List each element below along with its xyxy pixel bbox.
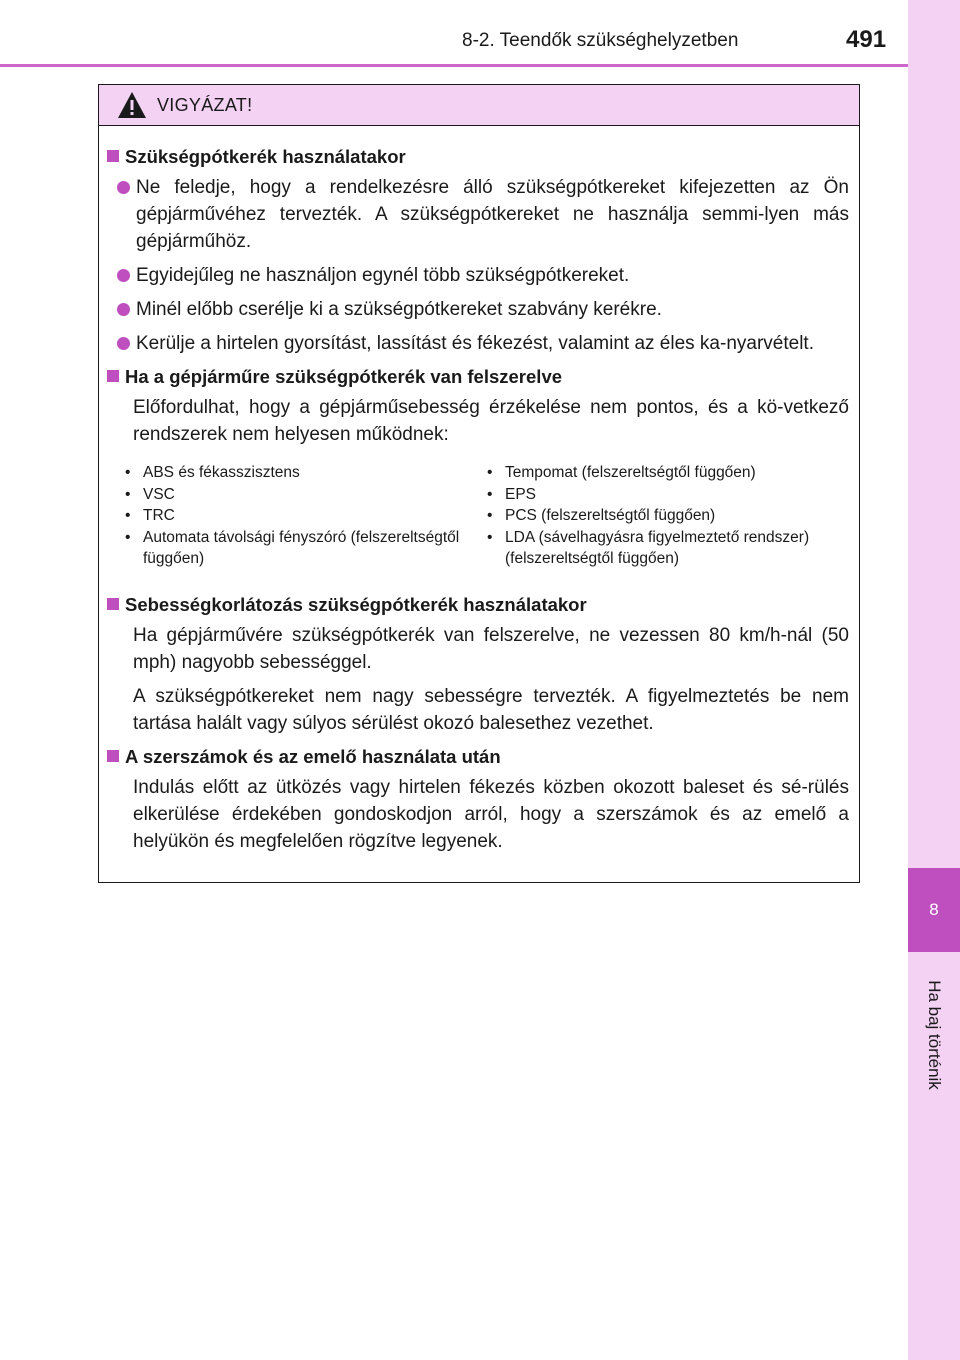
- circle-bullet-icon: [117, 269, 130, 282]
- small-bullet-icon: •: [125, 485, 131, 503]
- system-item: [487, 527, 849, 570]
- section-heading-tools-after: [107, 744, 849, 770]
- bullet-text: Kerülje a hirtelen gyorsítást, lassítást és fékezést, valamint az éles ka-nyarvételt.: [136, 333, 814, 354]
- caution-box: [98, 84, 860, 883]
- caution-body: [99, 126, 859, 855]
- bullet-item: [107, 174, 849, 255]
- system-item: [125, 527, 487, 570]
- warning-triangle-icon: [117, 91, 147, 119]
- header-divider: [0, 64, 908, 67]
- bullet-item: [107, 296, 849, 323]
- system-name: LDA (sávelhagyásra figyelmeztető rendszer) (felszereltségtől függően): [505, 528, 810, 567]
- system-name: Tempomat (felszereltségtől függően): [505, 464, 756, 481]
- paragraph: A szükségpótkereket nem nagy sebességre tervezték. A figyelmeztetés be nem tartása halált vagy súlyos sérülést okozó balesethez vezethet.: [133, 685, 849, 734]
- bullet-text: Egyidejűleg ne használjon egynél több szükségpótkereket.: [136, 265, 630, 286]
- section-heading-text: Szükségpótkerék használatakor: [125, 146, 406, 167]
- system-name: VSC: [143, 485, 175, 503]
- square-bullet-icon: [107, 150, 119, 162]
- circle-bullet-icon: [117, 181, 130, 194]
- system-item: [487, 484, 849, 506]
- systems-column-left: [125, 462, 487, 570]
- system-item: [125, 462, 487, 484]
- caution-header: [99, 85, 859, 126]
- system-item: [125, 505, 487, 527]
- section-heading-text: Sebességkorlátozás szükségpótkerék használatakor: [125, 593, 587, 615]
- small-bullet-icon: •: [487, 528, 493, 546]
- small-bullet-icon: •: [487, 464, 493, 481]
- square-bullet-icon: [107, 598, 119, 610]
- bullet-item: [107, 262, 849, 289]
- section-heading-speed-limit: [107, 592, 849, 618]
- chapter-tab[interactable]: [908, 868, 960, 952]
- chapter-title: Ha baj történik: [925, 980, 944, 1090]
- paragraph: Ha gépjárművére szükségpótkerék van felszerelve, ne vezessen 80 km/h-nál (50 mph) nagyobb sebességgel.: [133, 624, 849, 673]
- section-heading-text: A szerszámok és az emelő használata után: [125, 745, 501, 767]
- bullet-text: Minél előbb cserélje ki a szükségpótkereket szabvány kerékre.: [136, 299, 662, 320]
- side-strip: [908, 0, 960, 1360]
- section-heading-spare-fitted: [107, 364, 849, 390]
- caution-label: VIGYÁZAT!: [157, 94, 253, 115]
- systems-list: [107, 462, 849, 570]
- paragraph: Előfordulhat, hogy a gépjárműsebesség érzékelése nem pontos, és a kö-vetkező rendszerek nem helyesen működnek:: [133, 397, 849, 445]
- system-name: EPS: [505, 485, 537, 503]
- system-name: TRC: [143, 507, 175, 524]
- square-bullet-icon: [107, 750, 119, 762]
- section-heading-spare-use: [107, 144, 849, 170]
- page-number: 491: [846, 26, 887, 53]
- paragraph: Indulás előtt az ütközés vagy hirtelen fékezés közben okozott baleset és sé-rülés elkerülése érdekében gondoskodjon arról, hogy a szerszámok és az emelő a helyükön és megfelelően rögzítve legyenek.: [133, 776, 849, 852]
- systems-column-right: [487, 462, 849, 570]
- square-bullet-icon: [107, 370, 119, 382]
- small-bullet-icon: •: [487, 485, 493, 503]
- bullet-text: Ne feledje, hogy a rendelkezésre álló szükségpótkereket kifejezetten az Ön gépjárművéhez tervezték. A szükségpótkereket ne használja semmi-lyen más gépjárműhöz.: [136, 177, 849, 252]
- section-title: 8-2. Teendők szükséghelyzetben: [462, 30, 739, 51]
- small-bullet-icon: •: [125, 464, 131, 481]
- circle-bullet-icon: [117, 303, 130, 316]
- small-bullet-icon: •: [487, 507, 493, 524]
- section-heading-text: Ha a gépjárműre szükségpótkerék van felszerelve: [125, 366, 563, 387]
- system-item: [487, 505, 849, 527]
- small-bullet-icon: •: [125, 528, 131, 546]
- bullet-item: [107, 330, 849, 357]
- system-name: ABS és fékasszisztens: [143, 464, 300, 481]
- system-item: [487, 462, 849, 484]
- system-name: PCS (felszereltségtől függően): [505, 507, 716, 524]
- small-bullet-icon: •: [125, 507, 131, 524]
- system-item: [125, 484, 487, 506]
- chapter-number: 8: [929, 900, 939, 919]
- circle-bullet-icon: [117, 337, 130, 350]
- system-name: Automata távolsági fényszóró (felszereltségtől függően): [143, 528, 460, 567]
